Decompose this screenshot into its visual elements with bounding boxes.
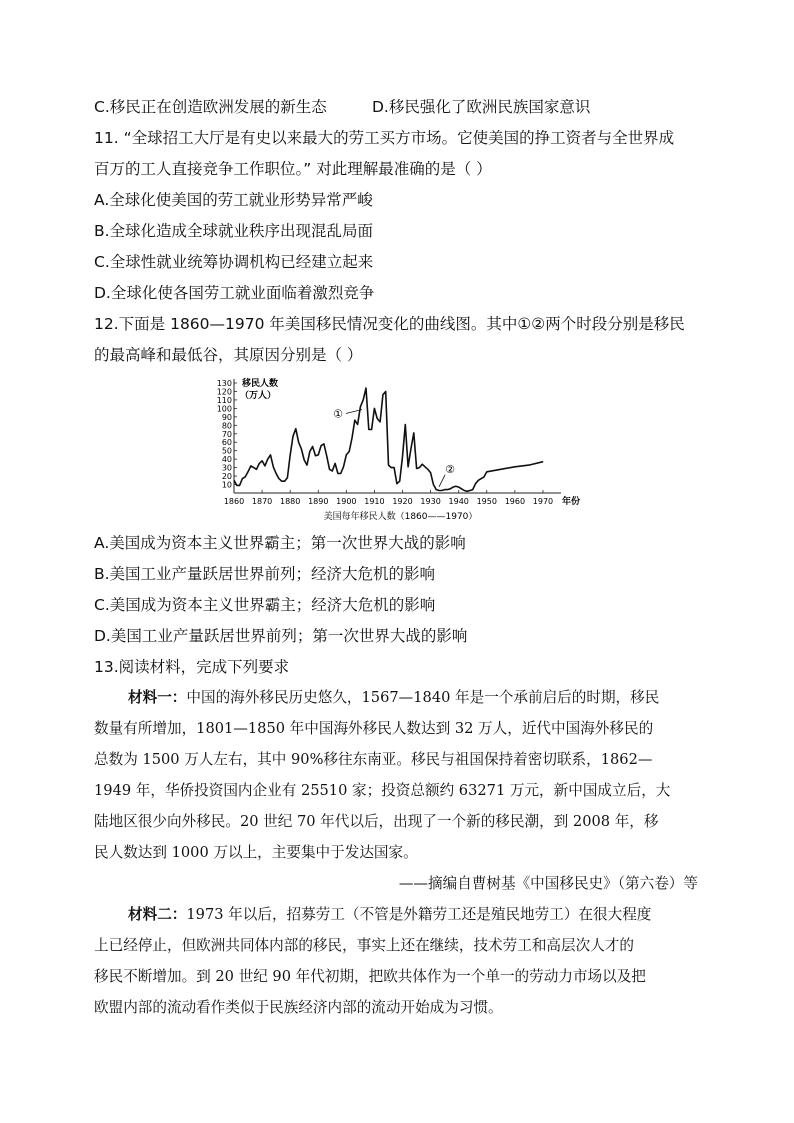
data-point bbox=[245, 477, 246, 478]
data-point bbox=[439, 490, 440, 491]
data-point bbox=[259, 463, 260, 464]
x-tick-label: 1900 bbox=[336, 497, 357, 506]
data-point bbox=[366, 388, 367, 389]
y-tick-label: 20 bbox=[221, 472, 232, 482]
data-point bbox=[475, 483, 476, 484]
material-2-line1 bbox=[128, 905, 651, 925]
data-point bbox=[500, 469, 501, 470]
data-point bbox=[242, 478, 243, 479]
y-tick-label: 40 bbox=[221, 455, 232, 465]
data-point bbox=[234, 480, 235, 481]
q12-stem-line1: 12.下面是 1860—1970 年美国移民情况变化的曲线图。其中①②两个时段分别是移民 bbox=[94, 315, 685, 333]
chart-annotations bbox=[333, 407, 455, 486]
x-tick-label: 1970 bbox=[532, 497, 554, 506]
y-tick-label: 130 bbox=[216, 379, 232, 388]
y-axis-label: 移民人数 bbox=[242, 379, 279, 389]
data-point bbox=[270, 455, 271, 456]
x-tick-label: 1880 bbox=[279, 497, 301, 506]
data-point bbox=[405, 424, 406, 425]
data-point bbox=[287, 477, 288, 478]
data-point bbox=[298, 442, 299, 443]
data-point bbox=[478, 480, 479, 481]
y-tick-label: 80 bbox=[221, 421, 232, 431]
data-point bbox=[472, 489, 473, 490]
data-point bbox=[394, 467, 395, 468]
data-point bbox=[383, 394, 384, 395]
data-point bbox=[543, 461, 544, 462]
data-point bbox=[326, 455, 327, 456]
data-point bbox=[419, 467, 420, 468]
data-point bbox=[295, 428, 296, 429]
data-point bbox=[253, 467, 254, 468]
material-1-line2: 数量有所增加，1801—1850 年中国海外移民人数达到 32 万人，近代中国海外移民的 bbox=[94, 720, 654, 737]
y-tick-label: 110 bbox=[216, 395, 232, 405]
annotation-leader-2 bbox=[439, 475, 445, 487]
data-point bbox=[262, 460, 263, 461]
x-tick-label: 1910 bbox=[364, 497, 385, 506]
material-1-source: ——摘编自曹树基《中国移民史》（第六卷）等 bbox=[398, 875, 698, 892]
data-point bbox=[318, 455, 319, 456]
data-point bbox=[329, 469, 330, 470]
data-point bbox=[486, 471, 487, 472]
x-axis-ticks bbox=[224, 490, 553, 506]
data-point bbox=[324, 444, 325, 445]
data-point bbox=[458, 487, 459, 488]
data-point bbox=[388, 465, 389, 466]
data-point bbox=[436, 489, 437, 490]
immigration-line-chart bbox=[212, 373, 592, 525]
data-point bbox=[276, 473, 277, 474]
y-axis-unit: （万人） bbox=[240, 391, 277, 401]
data-point bbox=[456, 486, 457, 487]
data-point bbox=[374, 408, 375, 409]
data-point bbox=[309, 451, 310, 452]
y-tick-label: 70 bbox=[221, 429, 232, 439]
data-point bbox=[453, 487, 454, 488]
data-point bbox=[427, 469, 428, 470]
data-point bbox=[464, 490, 465, 491]
data-point bbox=[332, 471, 333, 472]
data-point bbox=[267, 459, 268, 460]
y-tick-label: 120 bbox=[216, 387, 232, 397]
data-point bbox=[416, 468, 417, 469]
data-point bbox=[304, 460, 305, 461]
x-tick-label: 1960 bbox=[504, 497, 526, 506]
data-point bbox=[357, 424, 358, 425]
data-point bbox=[450, 488, 451, 489]
x-tick-label: 1950 bbox=[476, 497, 497, 506]
data-point bbox=[433, 484, 434, 485]
q11-option-a: A.全球化使美国的劳工就业形势异常严峻 bbox=[94, 191, 373, 209]
x-tick-label: 1890 bbox=[308, 497, 329, 506]
data-point bbox=[354, 420, 355, 421]
q12-option-b: B.美国工业产量跃居世界前列；经济大危机的影响 bbox=[94, 565, 436, 583]
data-point bbox=[385, 391, 386, 392]
data-point bbox=[321, 445, 322, 446]
data-point bbox=[343, 466, 344, 467]
data-point bbox=[279, 478, 280, 479]
q10-option-c: C.移民正在创造欧洲发展的新生态 bbox=[94, 98, 327, 116]
q12-option-a: A.美国成为资本主义世界霸主；第一次世界大战的影响 bbox=[94, 534, 466, 552]
x-tick-label: 1940 bbox=[448, 497, 469, 506]
data-point bbox=[413, 433, 414, 434]
data-point bbox=[467, 491, 468, 492]
data-point bbox=[391, 467, 392, 468]
q11-stem-line1: 11. “全球招工大厅是有史以来最大的劳工买方市场。它使美国的挣工资者与全世界成 bbox=[94, 129, 675, 147]
y-tick-label: 60 bbox=[221, 438, 232, 448]
data-point bbox=[335, 463, 336, 464]
material-1-text: 中国的海外移民历史悠久，1567—1840 年是一个承前启后的时期，移民 bbox=[186, 689, 660, 706]
data-point bbox=[484, 477, 485, 478]
x-axis-label: 年份 bbox=[562, 497, 581, 507]
data-point bbox=[411, 449, 412, 450]
y-tick-label: 100 bbox=[216, 404, 232, 414]
data-point bbox=[236, 485, 237, 486]
material-2-line4: 欧盟内部的流动看作类似于民族经济内部的流动开始成为习惯。 bbox=[94, 999, 503, 1016]
data-point bbox=[470, 490, 471, 491]
data-point bbox=[239, 485, 240, 486]
data-point bbox=[307, 465, 308, 466]
material-1-label: 材料一： bbox=[128, 689, 187, 706]
material-1-line1 bbox=[128, 688, 659, 708]
material-1-line4: 1949 年，华侨投资国内企业有 25510 家；投资总额约 63271 万元，新中国成立后，大 bbox=[94, 782, 671, 799]
y-tick-label: 50 bbox=[221, 446, 232, 456]
data-point bbox=[251, 466, 252, 467]
data-point bbox=[315, 455, 316, 456]
q11-option-b: B.全球化造成全球就业秩序出现混乱局面 bbox=[94, 222, 374, 240]
data-point bbox=[447, 489, 448, 490]
x-tick-label: 1860 bbox=[223, 497, 245, 506]
material-1-line3: 总数为 1500 万人左右，其中 90%移往东南亚。移民与祖国保持着密切联系，1862— bbox=[94, 751, 653, 768]
data-point bbox=[371, 429, 372, 430]
q13-stem: 13.阅读材料，完成下列要求 bbox=[94, 658, 290, 676]
data-point bbox=[340, 473, 341, 474]
material-2-text: 1973 年以后，招募劳工（不管是外籍劳工还是殖民地劳工）在很大程度 bbox=[186, 906, 652, 923]
data-point bbox=[399, 481, 400, 482]
data-point bbox=[360, 406, 361, 407]
q11-option-c: C.全球性就业统筹协调机构已经建立起来 bbox=[94, 253, 374, 271]
data-point bbox=[444, 489, 445, 490]
immigration-series-line bbox=[234, 388, 543, 491]
data-point bbox=[290, 455, 291, 456]
annotation-1-label: ① bbox=[333, 407, 343, 421]
material-2-line3: 移民不断增加。到 20 世纪 90 年代初期，把欧共体作为一个单一的劳动力市场以及把 bbox=[94, 968, 646, 985]
data-point bbox=[515, 466, 516, 467]
data-point bbox=[380, 422, 381, 423]
data-point bbox=[338, 473, 339, 474]
data-point bbox=[265, 466, 266, 467]
data-point bbox=[402, 456, 403, 457]
data-point bbox=[363, 400, 364, 401]
annotation-2-label: ② bbox=[445, 462, 455, 476]
y-tick-label: 10 bbox=[221, 480, 232, 490]
x-tick-label: 1930 bbox=[420, 497, 441, 506]
material-2-label: 材料二： bbox=[128, 906, 187, 923]
data-point bbox=[284, 481, 285, 482]
q12-option-c: C.美国成为资本主义世界霸主；经济大危机的影响 bbox=[94, 596, 436, 614]
data-point bbox=[430, 472, 431, 473]
q11-stem-line2: 百万的工人直接竞争工作职位。” 对此理解最准确的是（ ） bbox=[94, 160, 492, 178]
data-point bbox=[281, 481, 282, 482]
series-points bbox=[234, 388, 544, 492]
data-point bbox=[377, 418, 378, 419]
data-point bbox=[312, 446, 313, 447]
y-tick-label: 30 bbox=[221, 463, 232, 473]
x-tick-label: 1920 bbox=[392, 497, 413, 506]
x-tick-label: 1870 bbox=[251, 497, 273, 506]
data-point bbox=[248, 471, 249, 472]
data-point bbox=[408, 466, 409, 467]
data-point bbox=[368, 429, 369, 430]
data-point bbox=[529, 465, 530, 466]
data-point bbox=[301, 449, 302, 450]
chart-title: 美国每年移民人数（1860——1970） bbox=[323, 512, 478, 522]
material-1-line5: 陆地区很少向外移民。20 世纪 70 年代以后，出现了一个新的移民潮，到 2008 年，移 bbox=[94, 813, 659, 830]
q11-option-d: D.全球化使各国劳工就业面临着激烈竞争 bbox=[94, 284, 375, 302]
data-point bbox=[349, 451, 350, 452]
data-point bbox=[425, 466, 426, 467]
data-point bbox=[256, 469, 257, 470]
data-point bbox=[422, 464, 423, 465]
data-point bbox=[481, 478, 482, 479]
data-point bbox=[461, 488, 462, 489]
data-point bbox=[441, 490, 442, 491]
data-point bbox=[346, 455, 347, 456]
data-point bbox=[273, 466, 274, 467]
q10-option-d: D.移民强化了欧洲民族国家意识 bbox=[372, 98, 591, 116]
q12-option-d: D.美国工业产量跃居世界前列；第一次世界大战的影响 bbox=[94, 627, 468, 645]
data-point bbox=[352, 438, 353, 439]
material-2-line2: 上已经停止，但欧洲共同体内部的移民，事实上还在继续，技术劳工和高层次人才的 bbox=[94, 937, 634, 954]
data-point bbox=[397, 483, 398, 484]
y-tick-label: 90 bbox=[221, 412, 232, 422]
material-1-line6: 民人数达到 1000 万以上，主要集中于发达国家。 bbox=[94, 844, 418, 861]
q12-stem-line2: 的最高峰和最低谷，其原因分别是（ ） bbox=[94, 346, 363, 364]
data-point bbox=[293, 436, 294, 437]
